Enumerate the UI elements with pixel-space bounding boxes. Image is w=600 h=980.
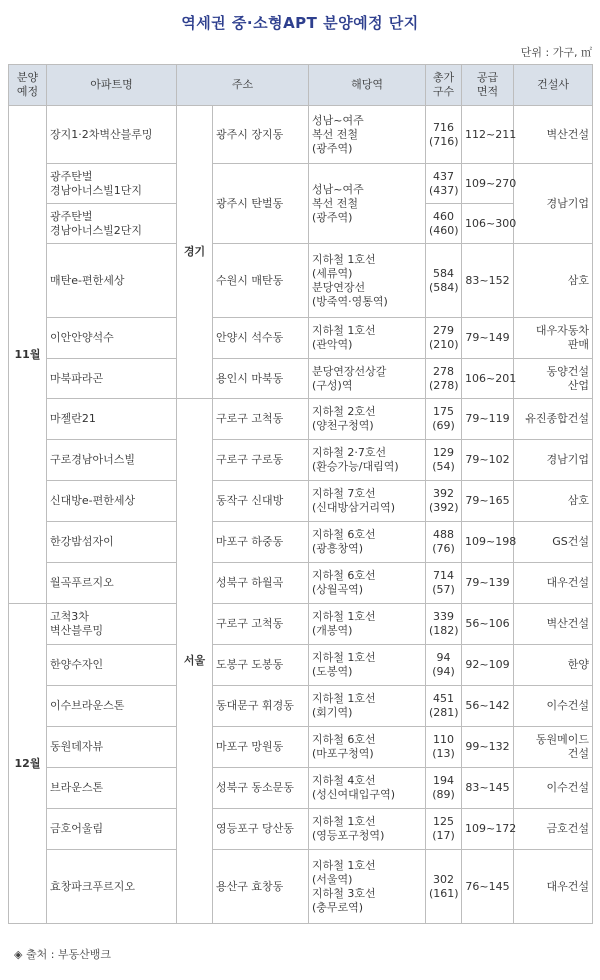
address-cell: 영등포구 당산동 (213, 809, 309, 850)
builder-cell: 삼호 (514, 244, 593, 318)
table-row (9, 440, 593, 481)
table-row (9, 318, 593, 359)
households-cell: 125 (17) (426, 809, 462, 850)
households-cell: 94 (94) (426, 645, 462, 686)
area-cell: 79~165 (462, 481, 514, 522)
builder-cell: 동원메이드 건설 (514, 727, 593, 768)
builder-cell: 삼호 (514, 481, 593, 522)
station-cell: 지하철 1호선 (회기역) (309, 686, 426, 727)
table-row (9, 563, 593, 604)
station-cell: 지하철 4호선 (성신여대입구역) (309, 768, 426, 809)
households-cell: 129 (54) (426, 440, 462, 481)
table-header-row (9, 65, 593, 106)
page-title: 역세권 중·소형APT 분양예정 단지 (181, 14, 419, 32)
address-cell: 동작구 신대방 (213, 481, 309, 522)
table-row (9, 164, 593, 204)
station-cell: 지하철 1호선 (관악역) (309, 318, 426, 359)
name-cell: 금호어울림 (47, 809, 177, 850)
address-cell: 구로구 구로동 (213, 440, 309, 481)
station-cell: 성남~여주 복선 전철 (광주역) (309, 106, 426, 164)
name-cell: 이수브라운스톤 (47, 686, 177, 727)
households-cell: 110 (13) (426, 727, 462, 768)
address-cell: 광주시 장지동 (213, 106, 309, 164)
households-cell: 584 (584) (426, 244, 462, 318)
area-cell: 83~145 (462, 768, 514, 809)
area-cell: 79~139 (462, 563, 514, 604)
builder-cell: 벽산건설 (514, 106, 593, 164)
table-row (9, 809, 593, 850)
households-cell: 302 (161) (426, 850, 462, 924)
area-cell: 79~119 (462, 399, 514, 440)
households-cell: 392 (392) (426, 481, 462, 522)
builder-cell: 벽산건설 (514, 604, 593, 645)
header-address: 주소 (177, 65, 309, 106)
name-cell: 이안안양석수 (47, 318, 177, 359)
station-cell: 지하철 6호선 (마포구청역) (309, 727, 426, 768)
station-cell: 분당연장선상갈 (구성)역 (309, 359, 426, 399)
station-cell: 지하철 1호선 (영등포구청역) (309, 809, 426, 850)
region-cell-gyeonggi: 경기 (177, 106, 213, 399)
name-cell: 매탄e-편한세상 (47, 244, 177, 318)
households-cell: 488 (76) (426, 522, 462, 563)
station-cell: 지하철 1호선 (세류역) 분당연장선 (방죽역·영통역) (309, 244, 426, 318)
households-cell: 716 (716) (426, 106, 462, 164)
header-households: 총가 구수 (426, 65, 462, 106)
address-cell: 수원시 매탄동 (213, 244, 309, 318)
station-cell: 지하철 1호선 (도봉역) (309, 645, 426, 686)
table-row (9, 481, 593, 522)
households-cell: 175 (69) (426, 399, 462, 440)
households-cell: 279 (210) (426, 318, 462, 359)
station-cell: 지하철 6호선 (상월곡역) (309, 563, 426, 604)
area-cell: 56~142 (462, 686, 514, 727)
area-cell: 99~132 (462, 727, 514, 768)
address-cell: 구로구 고척동 (213, 604, 309, 645)
station-cell: 성남~여주 복선 전철 (광주역) (309, 164, 426, 244)
area-cell: 109~172 (462, 809, 514, 850)
address-cell: 성북구 동소문동 (213, 768, 309, 809)
name-cell: 장지1·2차벽산블루밍 (47, 106, 177, 164)
address-cell: 도봉구 도봉동 (213, 645, 309, 686)
name-cell: 한양수자인 (47, 645, 177, 686)
name-cell: 광주탄벌 경남아너스빌2단지 (47, 204, 177, 244)
address-cell: 안양시 석수동 (213, 318, 309, 359)
period-cell-december: 12월 (9, 604, 47, 924)
table-row (9, 244, 593, 318)
area-cell: 79~149 (462, 318, 514, 359)
households-cell: 278 (278) (426, 359, 462, 399)
unit-note: 단위 : 가구, ㎡ (520, 46, 592, 59)
name-cell: 브라운스톤 (47, 768, 177, 809)
builder-cell: 유진종합건설 (514, 399, 593, 440)
header-station: 해당역 (309, 65, 426, 106)
station-cell: 지하철 7호선 (신대방삼거리역) (309, 481, 426, 522)
address-cell: 광주시 탄벌동 (213, 164, 309, 244)
area-cell: 79~102 (462, 440, 514, 481)
address-cell: 구로구 고척동 (213, 399, 309, 440)
builder-cell: 이수건설 (514, 686, 593, 727)
builder-cell: 대우자동차 판매 (514, 318, 593, 359)
area-cell: 56~106 (462, 604, 514, 645)
address-cell: 용인시 마북동 (213, 359, 309, 399)
households-cell: 460 (460) (426, 204, 462, 244)
builder-cell: 한양 (514, 645, 593, 686)
station-cell: 지하철 2호선 (양천구청역) (309, 399, 426, 440)
area-cell: 76~145 (462, 850, 514, 924)
builder-cell: 금호건설 (514, 809, 593, 850)
station-cell: 지하철 1호선 (개봉역) (309, 604, 426, 645)
builder-cell: 동양건설 산업 (514, 359, 593, 399)
table-row (9, 850, 593, 924)
table-row (9, 768, 593, 809)
source-note: ◈ 출처 : 부동산뱅크 (14, 948, 112, 961)
name-cell: 광주탄벌 경남아너스빌1단지 (47, 164, 177, 204)
period-cell-november: 11월 (9, 106, 47, 604)
station-cell: 지하철 6호선 (광흥창역) (309, 522, 426, 563)
builder-cell: 경남기업 (514, 164, 593, 244)
area-cell: 112~211 (462, 106, 514, 164)
address-cell: 성북구 하월곡 (213, 563, 309, 604)
table-row (9, 522, 593, 563)
builder-cell: 대우건설 (514, 563, 593, 604)
households-cell: 714 (57) (426, 563, 462, 604)
area-cell: 109~270 (462, 164, 514, 204)
table-row (9, 359, 593, 399)
name-cell: 고척3차 벽산블루밍 (47, 604, 177, 645)
name-cell: 마젤란21 (47, 399, 177, 440)
builder-cell: GS건설 (514, 522, 593, 563)
table-row (9, 106, 593, 164)
area-cell: 106~300 (462, 204, 514, 244)
name-cell: 구로경남아너스빌 (47, 440, 177, 481)
table-row (9, 645, 593, 686)
name-cell: 효창파크푸르지오 (47, 850, 177, 924)
area-cell: 83~152 (462, 244, 514, 318)
region-cell-seoul: 서울 (177, 399, 213, 924)
address-cell: 마포구 망원동 (213, 727, 309, 768)
name-cell: 월곡푸르지오 (47, 563, 177, 604)
builder-cell: 이수건설 (514, 768, 593, 809)
area-cell: 92~109 (462, 645, 514, 686)
name-cell: 한강밤섬자이 (47, 522, 177, 563)
households-cell: 339 (182) (426, 604, 462, 645)
station-cell: 지하철 1호선 (서울역) 지하철 3호선 (충무로역) (309, 850, 426, 924)
address-cell: 동대문구 휘경동 (213, 686, 309, 727)
households-cell: 437 (437) (426, 164, 462, 204)
households-cell: 451 (281) (426, 686, 462, 727)
header-period: 분양 예정 (9, 65, 47, 106)
area-cell: 106~201 (462, 359, 514, 399)
builder-cell: 경남기업 (514, 440, 593, 481)
households-cell: 194 (89) (426, 768, 462, 809)
header-builder: 건설사 (514, 65, 593, 106)
area-cell: 109~198 (462, 522, 514, 563)
table-row (9, 399, 593, 440)
name-cell: 신대방e-편한세상 (47, 481, 177, 522)
address-cell: 용산구 효창동 (213, 850, 309, 924)
station-cell: 지하철 2·7호선 (환승가능/대림역) (309, 440, 426, 481)
header-name: 아파트명 (47, 65, 177, 106)
header-area: 공급 면적 (462, 65, 514, 106)
table-row (9, 604, 593, 645)
builder-cell: 대우건설 (514, 850, 593, 924)
name-cell: 마북파라곤 (47, 359, 177, 399)
name-cell: 동원데자뷰 (47, 727, 177, 768)
table-row (9, 727, 593, 768)
address-cell: 마포구 하중동 (213, 522, 309, 563)
apartment-table (8, 64, 593, 924)
table-row (9, 686, 593, 727)
